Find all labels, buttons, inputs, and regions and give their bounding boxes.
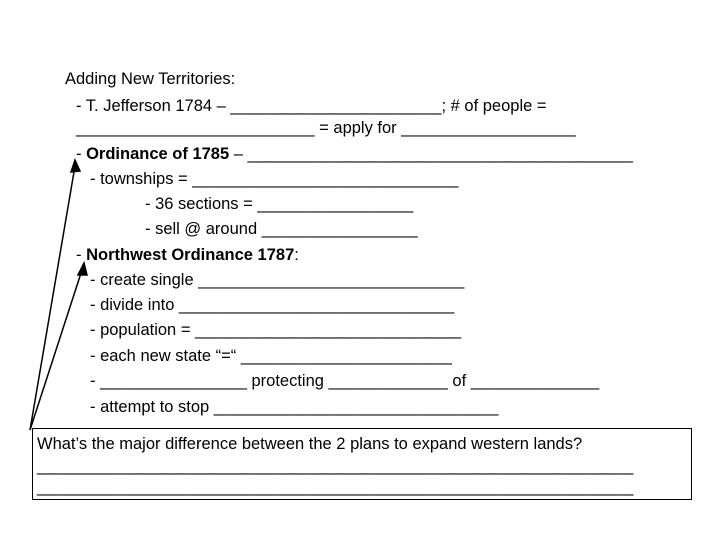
- arrow-head-northwest-ordinance: [78, 263, 87, 275]
- heading: Adding New Territories:: [65, 70, 236, 88]
- answer-line-1: _________________________________________________________________: [37, 457, 634, 475]
- bullet-prefix: -: [76, 145, 87, 163]
- ordinance-1785-title: Ordinance of 1785: [86, 145, 230, 163]
- arrow-to-northwest-ordinance: [30, 270, 82, 430]
- bullet-prefix: -: [76, 246, 87, 264]
- answer-line-2: _________________________________________________________________: [37, 478, 634, 496]
- sections-line: - 36 sections = _________________: [145, 195, 414, 213]
- population-line: - population = _____________________________: [90, 321, 462, 339]
- new-state-line: - each new state “=“ _______________________: [90, 347, 452, 365]
- arrow-to-ordinance-1785: [30, 166, 75, 430]
- townships-line: - townships = _____________________________: [90, 170, 459, 188]
- sell-line: - sell @ around _________________: [145, 220, 418, 238]
- protecting-line: - ________________ protecting _____________ of ______________: [90, 372, 600, 390]
- ordinance-1785-blank: – __________________________________________: [229, 145, 633, 163]
- northwest-colon: :: [294, 246, 299, 264]
- question-text: What’s the major difference between the 2 plans to expand western lands?: [37, 435, 583, 453]
- northwest-ordinance-title: Northwest Ordinance 1787: [86, 246, 295, 264]
- arrow-head-ordinance-1785: [71, 160, 80, 172]
- attempt-to-stop-line: - attempt to stop _______________________________: [90, 398, 499, 416]
- jefferson-line-1: - T. Jefferson 1784 – _______________________; # of people =: [76, 97, 547, 115]
- jefferson-line-2: __________________________ = apply for ___________________: [76, 119, 576, 137]
- divide-into-line: - divide into ______________________________: [90, 296, 455, 314]
- create-single-line: - create single _____________________________: [90, 271, 465, 289]
